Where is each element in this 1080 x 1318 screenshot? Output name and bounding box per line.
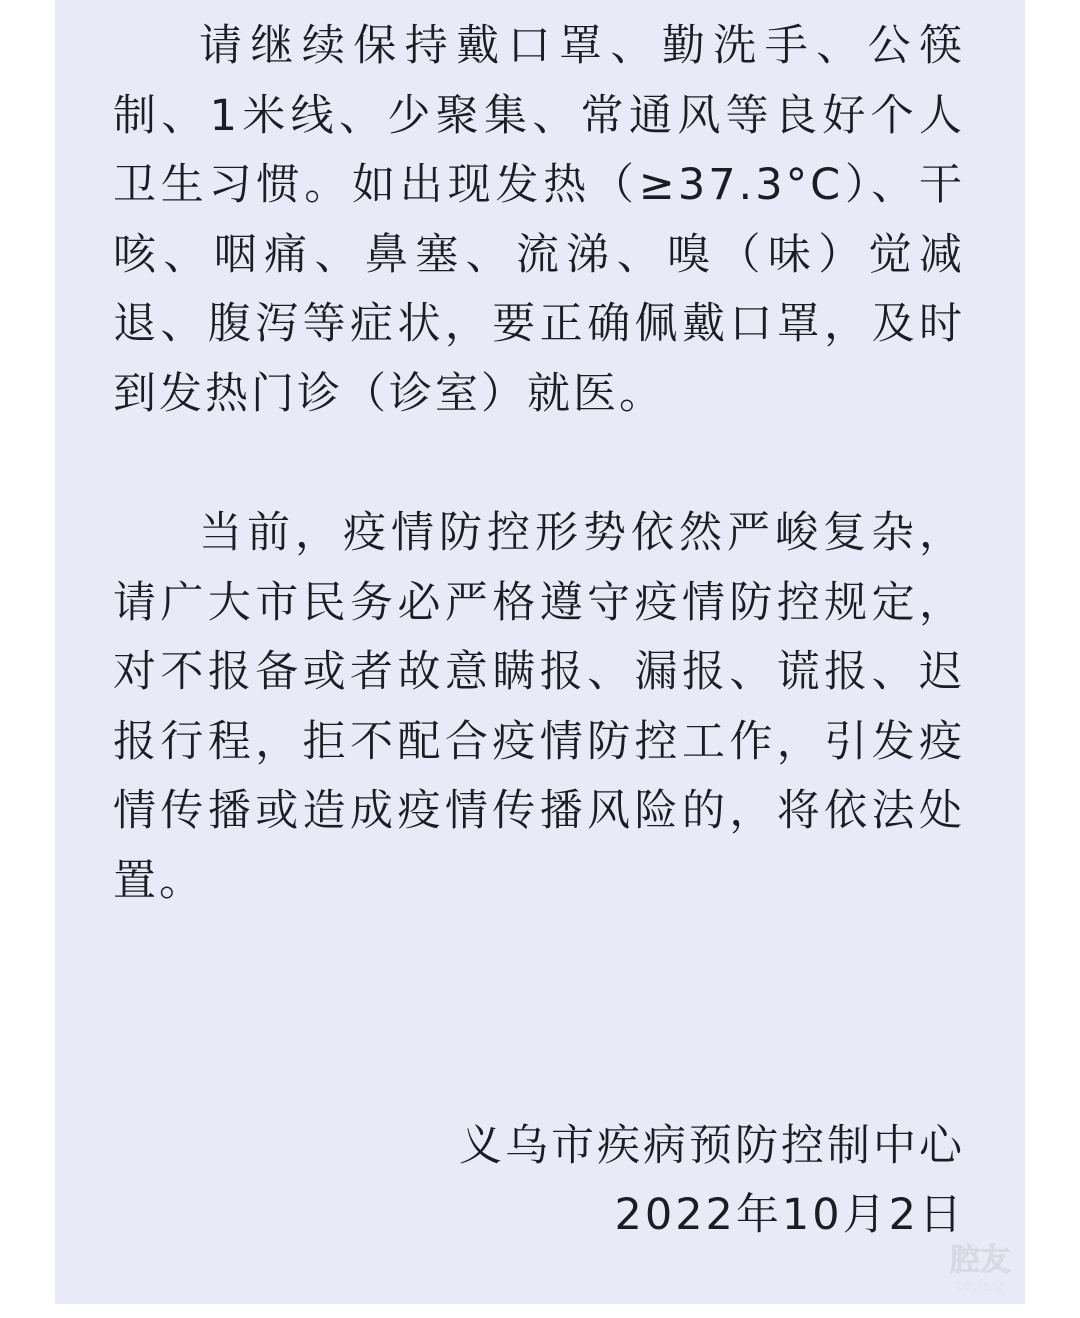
watermark-subtext: 18qiang: [955, 1279, 1005, 1293]
signature-date: 2022年10月2日: [614, 1190, 965, 1240]
paragraph-hygiene-advice: 请继续保持戴口罩、勤洗手、公筷制、1米线、少聚集、常通风等良好个人卫生习惯。如出现发热（≥37.3°C）、干咳、咽痛、鼻塞、流涕、嗅（味）觉减退、腹泻等症状，要正确佩戴口罩，及时到发热门诊（诊室）就医。: [113, 21, 965, 419]
notice-body: [113, 12, 965, 916]
paragraph-epidemic-rules: 当前，疫情防控形势依然严峻复杂，请广大市民务必严格遵守疫情防控规定，对不报备或者故意瞒报、漏报、谎报、迟报行程，拒不配合疫情防控工作，引发疫情传播或造成疫情传播风险的，将依法处置。: [113, 508, 965, 906]
watermark-logo: [935, 1236, 1025, 1296]
watermark-text: 腔友: [950, 1243, 1010, 1278]
signature-block: [459, 1112, 965, 1250]
signature-organization: 义乌市疾病预防控制中心: [459, 1121, 965, 1171]
